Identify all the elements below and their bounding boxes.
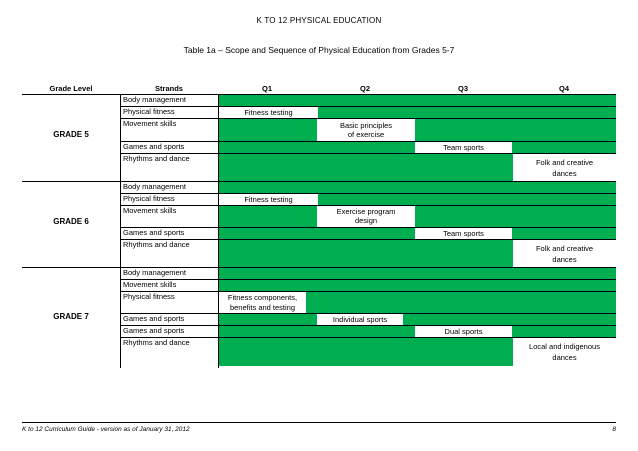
running-header: K TO 12 PHYSICAL EDUCATION xyxy=(256,16,382,25)
progress-bar xyxy=(219,228,415,239)
progress-bar xyxy=(403,314,616,325)
row-rule xyxy=(120,337,616,338)
progress-bar xyxy=(415,119,616,141)
unit-label: Fitness testing xyxy=(219,107,318,118)
progress-bar xyxy=(219,240,513,267)
unit-label: Fitness components, benefits and testing xyxy=(219,292,306,313)
strand-label: Games and sports xyxy=(123,228,185,237)
row-rule xyxy=(120,325,616,326)
progress-bar xyxy=(219,119,317,141)
progress-bar xyxy=(318,194,616,205)
col-header-q1: Q1 xyxy=(261,84,272,93)
row-rule xyxy=(120,313,616,314)
progress-bar xyxy=(318,107,616,118)
row-rule xyxy=(120,118,616,119)
strand-label: Movement skills xyxy=(123,206,177,215)
progress-bar xyxy=(306,292,616,313)
page-number: 8 xyxy=(612,426,616,433)
table-caption: Table 1a – Scope and Sequence of Physical Education from Grades 5-7 xyxy=(183,45,455,55)
strand-label: Physical fitness xyxy=(123,107,175,116)
strand-label: Rhythms and dance xyxy=(123,154,190,163)
progress-bar xyxy=(219,280,616,291)
progress-bar xyxy=(219,142,415,153)
col-header-strands: Strands xyxy=(155,84,183,93)
col-header-grade-level: Grade Level xyxy=(49,84,93,93)
strand-label: Body management xyxy=(123,268,186,277)
grade-strand-divider xyxy=(120,94,121,368)
row-rule xyxy=(120,193,616,194)
strand-label: Movement skills xyxy=(123,119,177,128)
unit-label: Individual sports xyxy=(317,314,403,325)
progress-bar xyxy=(415,206,616,227)
progress-bar xyxy=(219,206,317,227)
strand-label: Games and sports xyxy=(123,142,185,151)
footer-rule xyxy=(22,422,616,423)
row-rule xyxy=(120,205,616,206)
strand-label: Physical fitness xyxy=(123,194,175,203)
strand-label: Body management xyxy=(123,182,186,191)
unit-label: Basic principles of exercise xyxy=(317,119,415,141)
unit-label: Folk and creative dances xyxy=(513,240,616,267)
strand-label: Physical fitness xyxy=(123,292,175,301)
scope-sequence-table xyxy=(22,82,616,368)
unit-label: Dual sports xyxy=(415,326,512,337)
unit-label: Local and indigenous dances xyxy=(513,338,616,366)
col-header-q3: Q3 xyxy=(457,84,468,93)
unit-label: Exercise program design xyxy=(317,206,415,227)
grade-label: GRADE 6 xyxy=(53,217,89,226)
progress-bar xyxy=(219,338,513,366)
progress-bar xyxy=(512,228,616,239)
unit-label: Team sports xyxy=(415,228,512,239)
progress-bar xyxy=(512,326,616,337)
unit-label: Folk and creative dances xyxy=(513,154,616,181)
progress-bar xyxy=(512,142,616,153)
strand-label: Body management xyxy=(123,95,186,104)
footer-text: K to 12 Curriculum Guide - version as of January 31, 2012 xyxy=(22,426,190,433)
strand-label: Games and sports xyxy=(123,314,185,323)
col-header-q4: Q4 xyxy=(558,84,569,93)
grade-label: GRADE 5 xyxy=(53,130,89,139)
strand-label: Games and sports xyxy=(123,326,185,335)
row-rule xyxy=(120,227,616,228)
progress-bar xyxy=(219,326,415,337)
col-header-q2: Q2 xyxy=(359,84,370,93)
strand-label: Rhythms and dance xyxy=(123,240,190,249)
row-rule xyxy=(120,106,616,107)
progress-bar xyxy=(219,268,616,279)
row-rule xyxy=(120,291,616,292)
progress-bar xyxy=(219,182,616,193)
unit-label: Fitness testing xyxy=(219,194,318,205)
strand-label: Movement skills xyxy=(123,280,177,289)
unit-label: Team sports xyxy=(415,142,512,153)
row-rule xyxy=(120,279,616,280)
progress-bar xyxy=(219,314,317,325)
row-rule xyxy=(120,239,616,240)
progress-bar xyxy=(219,95,616,106)
grade-label: GRADE 7 xyxy=(53,312,89,321)
row-rule xyxy=(120,141,616,142)
strand-label: Rhythms and dance xyxy=(123,338,190,347)
row-rule xyxy=(120,153,616,154)
progress-bar xyxy=(219,154,513,181)
